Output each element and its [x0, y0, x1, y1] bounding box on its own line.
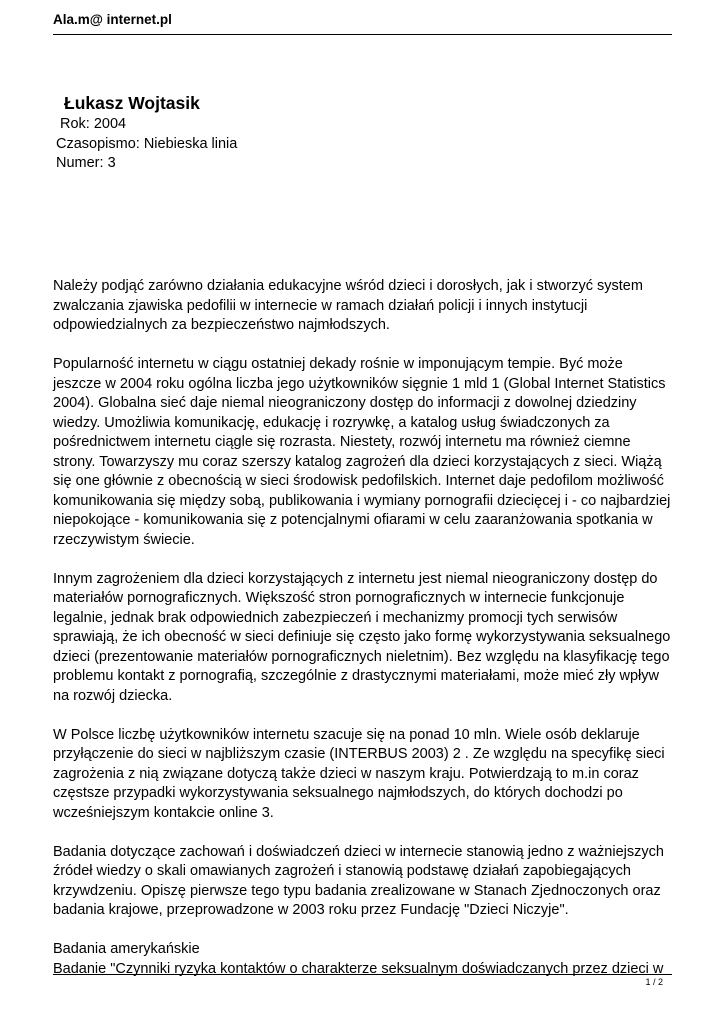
- footer-divider: [53, 974, 672, 975]
- paragraph: Należy podjąć zarówno działania edukacyjne wśród dzieci i dorosłych, jak i stworzyć system zwalczania zjawiska pedofilii w internecie w ramach działań policji i innych instytucji odpowiedzialnych za bezpieczeństwo najmłodszych.: [53, 278, 643, 333]
- author-name: Łukasz Wojtasik: [64, 93, 200, 113]
- article-body: [53, 277, 675, 979]
- section-heading: Badania amerykańskie: [53, 941, 200, 957]
- paragraph: Innym zagrożeniem dla dzieci korzystających z internetu jest niemal nieograniczony dostęp do materiałów pornograficznych. Większość stron pornograficznych w internecie funkcjonuje legalnie, jednak brak odpowiednich zabezpieczeń i mechanizmy promocji tych serwisów sprawiają, że ich obecność w sieci definiuje się często jako formę wykorzystywania seksualnego dzieci (prezentowanie materiałów pornograficznych nieletnim). Bez względu na klasyfikację tego problemu kontakt z pornografią, szczególnie z drastycznymi materiałami, może mieć zły wpływ na rozwój dziecka.: [53, 570, 671, 704]
- paragraph: Popularność internetu w ciągu ostatniej dekady rośnie w imponującym tempie. Być może jeszcze w 2004 roku ogólna liczba jego użytkowników sięgnie 1 mld 1 (Global Internet Statistics 2004). Globalna sieć daje niemal nieograniczony dostęp do informacji z dowolnej dziedziny wiedzy. Umożliwia komunikację, edukację i rozrywkę, a katalog usług świadczonych za pośrednictwem internetu ciągle się rozrasta. Niestety, rozwój internetu ma również ciemne strony. Towarzyszy mu coraz szerszy katalog zagrożeń dla dzieci korzystających z sieci. Wiążą się one głównie z obecnością w sieci środowisk pedofilskich. Internet daje pedofilom możliwość komunikowania się między sobą, publikowania i wymiany pornografii dziecięcej i - co najbardziej niepokojące - komunikowania się z potencjalnymi ofiarami w celu zaaranżowania spotkania w rzeczywistym świecie.: [53, 356, 671, 548]
- site-title: Ala.m@ internet.pl: [53, 12, 172, 27]
- paragraph: Badania dotyczące zachowań i doświadczeń dzieci w internecie stanowią jedno z ważniejszych źródeł wiedzy o skali omawianych zagrożeń i stanowią podstawę działań zapobiegających krzywdzeniu. Opiszę pierwsze tego typu badania zrealizowane w Stanach Zjednoczonych oraz badania krajowe, przeprowadzone w 2003 roku przez Fundację "Dzieci Niczyje".: [53, 843, 664, 918]
- publication-year: Rok: 2004: [60, 116, 127, 132]
- header-divider: [53, 34, 672, 35]
- article-metadata: [56, 92, 237, 174]
- issue-number: Numer: 3: [56, 155, 116, 171]
- paragraph: W Polsce liczbę użytkowników internetu szacuje się na ponad 10 mln. Wiele osób deklaruje przyłączenie do sieci w najbliższym czasie (INTERBUS 2003) 2 . Ze względu na specyfikę sieci zagrożenia z nią związane dotyczą także dzieci w naszym kraju. Potwierdzają to m.in coraz częstsze przypadki wykorzystywania seksualnego najmłodszych, do których dochodzi po wcześniejszym kontakcie online 3.: [53, 726, 665, 821]
- journal-name: Czasopismo: Niebieska linia: [56, 135, 238, 152]
- section-first-line: Badanie "Czynniki ryzyka kontaktów o charakterze seksualnym doświadczanych przez dzieci w: [53, 960, 664, 977]
- page-number: 1 / 2: [645, 977, 663, 987]
